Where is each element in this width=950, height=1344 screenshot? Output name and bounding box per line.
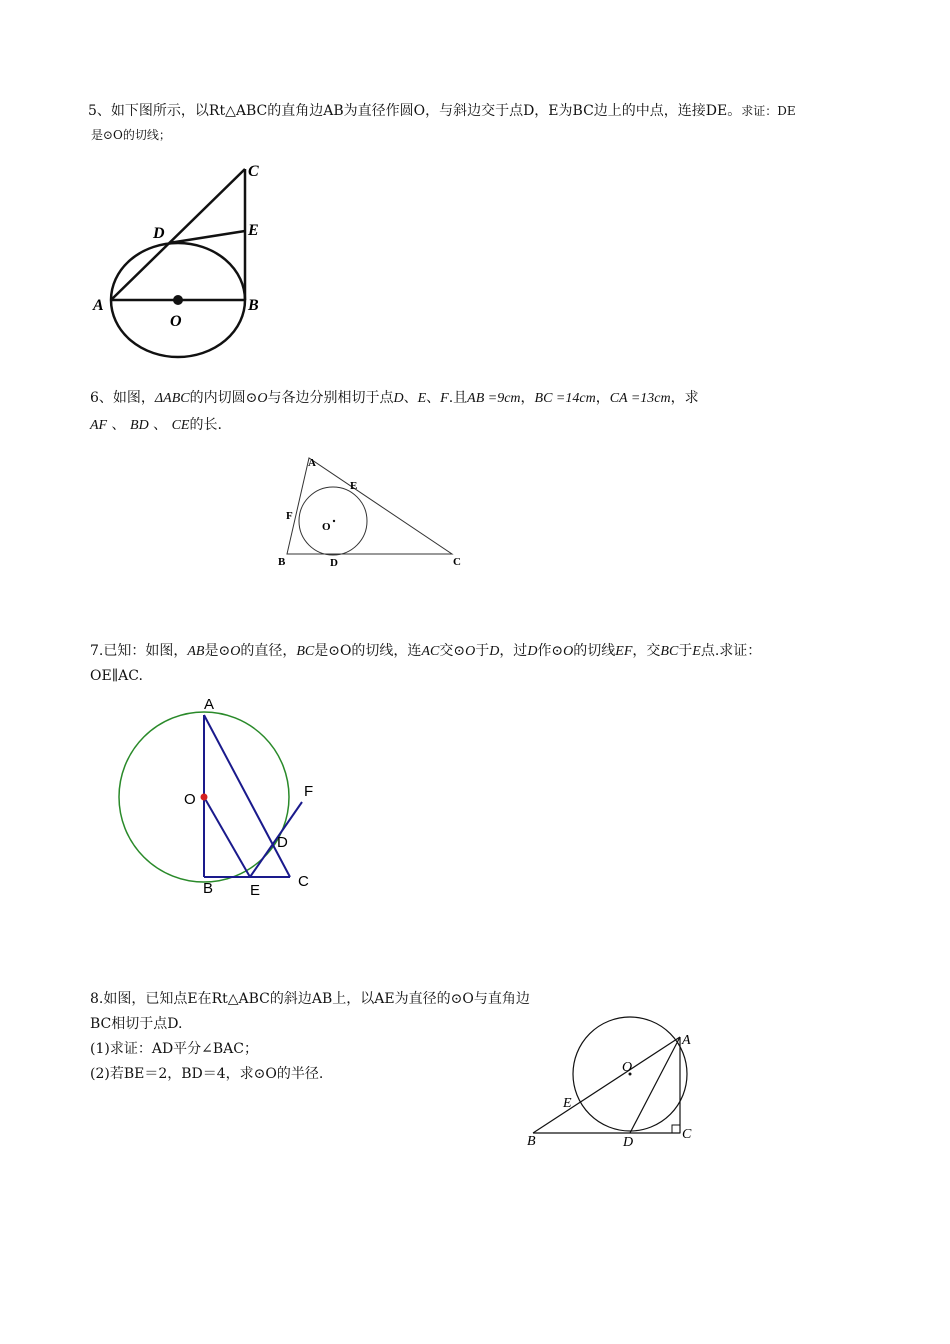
q6-center-dot bbox=[333, 520, 335, 522]
q7-label-f: F bbox=[304, 783, 314, 800]
q7-label-a: A bbox=[204, 696, 215, 713]
q5-label-o: O bbox=[170, 313, 182, 330]
q7-label-d: D bbox=[277, 834, 288, 851]
q8-part2: (2)若BE＝2，BD＝4，求⊙O的半径. bbox=[90, 1066, 324, 1082]
q6-circle-o: O bbox=[257, 391, 268, 406]
q7-p3: 的直径， bbox=[240, 643, 297, 659]
q6-line1 bbox=[90, 387, 699, 410]
q6-ca-length: CA =13cm bbox=[609, 391, 671, 406]
q5-label-a: A bbox=[93, 297, 104, 314]
q7-ac: AC bbox=[421, 644, 440, 659]
q7-ef: EF bbox=[615, 644, 633, 659]
q6-figure bbox=[270, 450, 470, 580]
q8-label-e: E bbox=[563, 1096, 572, 1111]
q6-af: AF bbox=[90, 418, 108, 433]
q6-comma1: ， bbox=[520, 390, 535, 406]
q6-label-a: A bbox=[308, 457, 316, 469]
q6-label-b: B bbox=[278, 556, 286, 568]
q6-ab-length: AB =9cm bbox=[467, 391, 521, 406]
q7-line-ac bbox=[204, 715, 290, 877]
q7-label-e: E bbox=[250, 882, 261, 899]
q5-line2: 是⊙O的切线； bbox=[91, 128, 171, 142]
q7-p11: 于 bbox=[678, 643, 693, 659]
q7-p10: ，交 bbox=[632, 643, 661, 659]
q5-figure bbox=[90, 158, 290, 358]
q7-p8: 作⊙ bbox=[537, 643, 564, 659]
q7-figure bbox=[100, 690, 340, 900]
q8-line2: BC相切于点D. bbox=[90, 1016, 183, 1032]
q6-text2: 与各边分别相切于点 bbox=[267, 390, 394, 406]
q8-figure bbox=[525, 1015, 715, 1155]
q8-right-angle-mark bbox=[672, 1125, 680, 1133]
q6-triangle: ΔABC bbox=[154, 391, 190, 406]
q6-text4: ，求 bbox=[670, 390, 699, 406]
q7-d2: D bbox=[527, 644, 538, 659]
q6-bc-length: BC =14cm bbox=[534, 391, 596, 406]
q7-label-c: C bbox=[298, 873, 309, 890]
q7-line2: OE∥AC. bbox=[90, 668, 143, 684]
q7-segment-oe bbox=[204, 797, 250, 877]
q5-proof-prompt: 求证：DE bbox=[741, 104, 796, 118]
q7-p7: ，过 bbox=[499, 643, 528, 659]
q6-label-e: E bbox=[350, 480, 358, 492]
q8-label-c: C bbox=[682, 1127, 692, 1142]
q6-text5: 的长. bbox=[189, 417, 222, 433]
q5-label-c: C bbox=[248, 163, 259, 180]
q6-label-d: D bbox=[330, 557, 338, 569]
q7-d: D bbox=[489, 644, 500, 659]
q7-p6: 于 bbox=[475, 643, 490, 659]
q6-sep1: 、 bbox=[403, 390, 418, 406]
q8-label-d: D bbox=[623, 1135, 634, 1150]
q5-center-dot bbox=[173, 295, 183, 305]
q6-label-f: F bbox=[286, 510, 293, 522]
q7-bc2: BC bbox=[660, 644, 679, 659]
q6-ce: CE bbox=[171, 418, 190, 433]
q5-line1 bbox=[88, 100, 796, 122]
q7-p9: 的切线 bbox=[573, 643, 616, 659]
q8-label-b: B bbox=[527, 1134, 536, 1149]
q7-p12: 点.求证： bbox=[700, 643, 762, 659]
q7-p5: 交⊙ bbox=[439, 643, 466, 659]
q7-p4: 是⊙O的切线，连 bbox=[314, 643, 422, 659]
q6-label-c: C bbox=[453, 556, 461, 568]
q6-sep4: 、 bbox=[148, 417, 172, 433]
q6-comma2: ， bbox=[595, 390, 610, 406]
q6-label-o: O bbox=[322, 521, 331, 533]
q8-part1: (1)求证：AD平分∠BAC； bbox=[90, 1041, 259, 1057]
q6-sep2: 、 bbox=[426, 390, 441, 406]
q5-label-e: E bbox=[248, 222, 259, 239]
q7-o1: O bbox=[230, 644, 241, 659]
q7-o2: O bbox=[465, 644, 476, 659]
q7-p2: 是⊙ bbox=[204, 643, 231, 659]
q7-p1: 7.已知：如图， bbox=[90, 643, 188, 659]
q8-label-a: A bbox=[682, 1033, 691, 1048]
q6-bd: BD bbox=[130, 418, 149, 433]
q5-label-d: D bbox=[153, 225, 165, 242]
q6-intro: 6、如图， bbox=[90, 390, 155, 406]
q6-text3: .且 bbox=[448, 390, 468, 406]
q7-o3: O bbox=[563, 644, 574, 659]
q6-sep3: 、 bbox=[107, 417, 131, 433]
q7-label-o: O bbox=[184, 791, 196, 808]
q7-label-b: B bbox=[203, 880, 214, 897]
q7-tangent-ef bbox=[250, 802, 302, 877]
q7-bc: BC bbox=[296, 644, 315, 659]
q6-triangle-abc bbox=[287, 458, 452, 554]
q6-point-e: E bbox=[417, 391, 427, 406]
q6-text1: 的内切圆⊙ bbox=[189, 390, 258, 406]
q7-line1 bbox=[90, 640, 761, 663]
q5-label-b: B bbox=[248, 297, 259, 314]
q7-center-dot bbox=[201, 794, 208, 801]
q6-line2 bbox=[90, 414, 222, 437]
q8-hypotenuse-ab bbox=[533, 1037, 680, 1133]
q5-statement: 5、如下图所示，以Rt△ABC的直角边AB为直径作圆O，与斜边交于点D，E为BC边上的中点，连接DE。 bbox=[88, 103, 742, 119]
q6-point-d: D bbox=[393, 391, 404, 406]
q7-ab: AB bbox=[187, 644, 205, 659]
q6-point-f: F bbox=[440, 391, 449, 406]
q8-line1: 8.如图，已知点E在Rt△ABC的斜边AB上，以AE为直径的⊙O与直角边 bbox=[90, 991, 530, 1007]
q8-segment-ad bbox=[630, 1037, 680, 1133]
q7-e: E bbox=[692, 644, 701, 659]
q8-label-o: O bbox=[622, 1060, 633, 1075]
